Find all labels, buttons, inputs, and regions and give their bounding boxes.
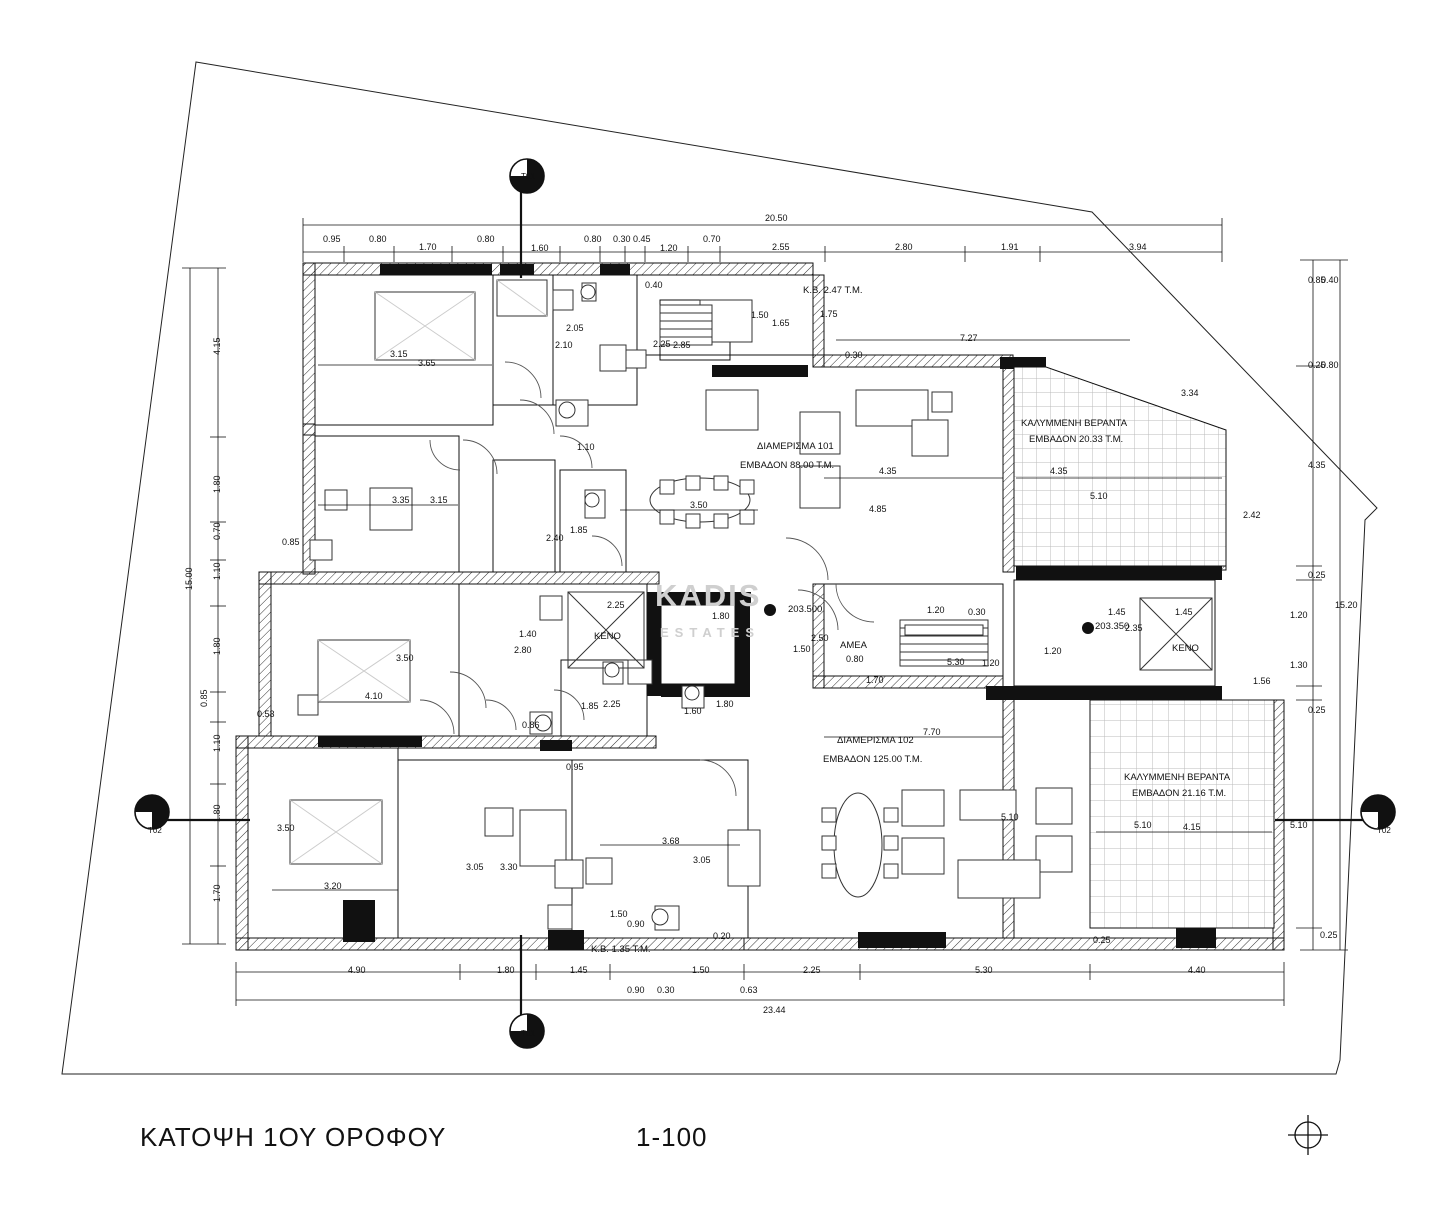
page-title: ΚΑΤΟΨΗ 1ΟΥ ΟΡΟΦΟΥ — [140, 1122, 447, 1152]
dim-inner-22: 4.10 — [365, 691, 383, 701]
section-mark-t02-right[interactable]: T02 — [1377, 826, 1391, 835]
dim-right-9: 0.25 — [1308, 705, 1326, 715]
dim-bottom-3: 1.50 — [692, 965, 710, 975]
dim-top-1: 0.95 — [323, 234, 341, 244]
dim-top-5: 1.60 — [531, 243, 549, 253]
stairwell-label-kv2: Κ.Β. 1.35 Τ.Μ. — [591, 944, 651, 955]
dim-right-1: 0.40 — [1321, 275, 1339, 285]
dim-right-0: 15.20 — [1335, 600, 1358, 610]
dim-inner-36: 1.50 — [610, 909, 628, 919]
dim-inner-27: 1.60 — [684, 706, 702, 716]
dim-inner-31: 3.20 — [324, 881, 342, 891]
dim-left-6: 0.85 — [199, 689, 209, 707]
dim-inner-20: 2.80 — [514, 645, 532, 655]
dim-inner-45: 1.20 — [927, 605, 945, 615]
apartment-101-area: ΕΜΒΑΔΟΝ 88.00 Τ.Μ. — [740, 460, 835, 471]
dim-bottom-6: 4.40 — [1188, 965, 1206, 975]
dim-inner-55: 0.40 — [645, 280, 663, 290]
veranda-1-title: ΚΑΛΥΜΜΕΝΗ ΒΕΡΑΝΤΑ — [1021, 418, 1128, 429]
section-mark-t01-top[interactable]: T01 — [521, 172, 535, 181]
veranda-2-area: ΕΜΒΑΔΟΝ 21.16 Τ.Μ. — [1132, 788, 1227, 799]
keno-label-2: KENO — [1172, 643, 1199, 654]
dim-right-6: 0.25 — [1308, 570, 1326, 580]
dim-inner-50: 1.45 — [1108, 607, 1126, 617]
dim-top-10: 0.70 — [703, 234, 721, 244]
dim-inner-30: 3.50 — [277, 823, 295, 833]
dim-inner-41: 1.50 — [793, 644, 811, 654]
apartment-101-title: ΔΙΑΜΕΡΙΣΜΑ 101 — [757, 441, 834, 452]
dim-top-4: 0.80 — [477, 234, 495, 244]
dim-right-14: 2.35 — [1125, 623, 1143, 633]
dim-inner-12: 4.35 — [879, 466, 897, 476]
stairwell-label-kv1: Κ.Β. 2.47 Τ.Μ. — [803, 285, 863, 296]
dim-bottom-0: 4.90 — [348, 965, 366, 975]
dim-top-0: 20.50 — [765, 213, 788, 223]
dim-bottom-7: 0.90 — [627, 985, 645, 995]
scale-label: 1-100 — [636, 1122, 708, 1152]
dim-inner-54: 5.10 — [1001, 812, 1019, 822]
dim-right-11: 0.25 — [1320, 930, 1338, 940]
dim-bottom-10: 23.44 — [763, 1005, 786, 1015]
dim-inner-40: 1.80 — [712, 611, 730, 621]
dim-right-12: 2.42 — [1243, 510, 1261, 520]
dim-inner-37: 0.90 — [627, 919, 645, 929]
section-mark-t01-bottom[interactable]: T01 — [521, 1029, 535, 1038]
dim-bottom-4: 2.25 — [803, 965, 821, 975]
dim-inner-23: 0.53 — [257, 709, 275, 719]
dim-inner-26: 2.25 — [603, 699, 621, 709]
dim-inner-21: 3.50 — [396, 653, 414, 663]
dim-right-10: 5.10 — [1290, 820, 1308, 830]
dim-left-7: 1.10 — [212, 734, 222, 752]
dim-left-3: 0.70 — [212, 522, 222, 540]
dim-inner-32: 3.05 — [466, 862, 484, 872]
dim-top-3: 1.70 — [419, 242, 437, 252]
dim-bottom-1: 1.80 — [497, 965, 515, 975]
dim-inner-57: 0.25 — [1093, 935, 1111, 945]
dim-left-1: 4.15 — [212, 337, 222, 355]
dim-inner-46: 0.30 — [968, 607, 986, 617]
dim-inner-0: 3.15 — [390, 349, 408, 359]
level-203350: 203.350 — [1095, 621, 1130, 632]
dim-inner-8: 0.85 — [282, 537, 300, 547]
dim-inner-5: 1.50 — [751, 310, 769, 320]
dim-inner-29: 0.95 — [566, 762, 584, 772]
dim-inner-28: 1.80 — [716, 699, 734, 709]
dim-right-4: 0.25 — [1308, 360, 1326, 370]
dim-top-6: 0.80 — [584, 234, 602, 244]
dim-right-17: 2.85 — [673, 340, 691, 350]
section-mark-t02-left[interactable]: T02 — [148, 826, 162, 835]
dim-bottom-9: 0.63 — [740, 985, 758, 995]
dim-bottom-2: 1.45 — [570, 965, 588, 975]
dim-inner-6: 3.35 — [392, 495, 410, 505]
dim-right-16: 1.65 — [772, 318, 790, 328]
dim-inner-43: 0.80 — [846, 654, 864, 664]
dim-inner-4: 2.25 — [653, 339, 671, 349]
dim-inner-49: 1.20 — [1044, 646, 1062, 656]
dim-inner-44: 1.70 — [866, 675, 884, 685]
watermark-primary: KADIS — [655, 578, 762, 613]
dim-inner-42: 2.50 — [811, 633, 829, 643]
dim-inner-11: 3.50 — [690, 500, 708, 510]
dim-inner-52: 1.56 — [1253, 676, 1271, 686]
dim-inner-10: 1.85 — [570, 525, 588, 535]
apartment-102-area: ΕΜΒΑΔΟΝ 125.00 Τ.Μ. — [823, 754, 923, 765]
dim-right-5: 4.35 — [1308, 460, 1326, 470]
dim-bottom-5: 5.30 — [975, 965, 993, 975]
dim-top-14: 3.94 — [1129, 242, 1147, 252]
watermark-secondary: ESTATES — [660, 625, 761, 640]
dim-inner-18: 2.25 — [607, 600, 625, 610]
dim-right-3: 0.80 — [1321, 360, 1339, 370]
apartment-102-title: ΔΙΑΜΕΡΙΣΜΑ 102 — [837, 735, 914, 746]
dim-top-13: 1.91 — [1001, 242, 1019, 252]
keno-label-1: KENO — [594, 631, 621, 642]
dim-right-7: 1.20 — [1290, 610, 1308, 620]
dim-inner-51: 1.45 — [1175, 607, 1193, 617]
dim-inner-25: 1.85 — [581, 701, 599, 711]
veranda-1-area: ΕΜΒΑΔΟΝ 20.33 Τ.Μ. — [1029, 434, 1124, 445]
dim-top-7: 0.30 — [613, 234, 631, 244]
dim-inner-39: 7.70 — [923, 727, 941, 737]
dim-inner-1: 3.65 — [418, 358, 436, 368]
dim-right-13: 3.34 — [1181, 388, 1199, 398]
dim-left-9: 1.70 — [212, 884, 222, 902]
veranda-2-title: ΚΑΛΥΜΜΕΝΗ ΒΕΡΑΝΤΑ — [1124, 772, 1231, 783]
dim-left-8: 1.80 — [212, 804, 222, 822]
dim-inner-15: 5.10 — [1090, 491, 1108, 501]
dim-right-15: 5.10 — [1134, 820, 1152, 830]
dim-inner-56: 1.75 — [820, 309, 838, 319]
dim-inner-34: 3.68 — [662, 836, 680, 846]
dim-inner-13: 4.85 — [869, 504, 887, 514]
dim-inner-47: 5.30 — [947, 657, 965, 667]
dim-inner-3: 2.10 — [555, 340, 573, 350]
dim-bottom-8: 0.30 — [657, 985, 675, 995]
dim-inner-33: 3.30 — [500, 862, 518, 872]
dim-inner-9: 2.40 — [546, 533, 564, 543]
dim-top-2: 0.80 — [369, 234, 387, 244]
level-203500: 203.500 — [788, 604, 823, 615]
dim-right-2: 0.85 — [1308, 275, 1326, 285]
dim-inner-2: 2.05 — [566, 323, 584, 333]
amea-label: AMEA — [840, 640, 867, 651]
dim-left-5: 1.80 — [212, 637, 222, 655]
dim-inner-53: 4.15 — [1183, 822, 1201, 832]
dim-top-11: 2.55 — [772, 242, 790, 252]
dim-inner-16: 7.27 — [960, 333, 978, 343]
dim-inner-14: 4.35 — [1050, 466, 1068, 476]
dim-inner-48: 1.20 — [982, 658, 1000, 668]
dim-inner-35: 3.05 — [693, 855, 711, 865]
dim-left-4: 1.10 — [212, 562, 222, 580]
dim-left-0: 15.00 — [184, 567, 194, 590]
dim-inner-17: 0.30 — [845, 350, 863, 360]
dim-left-2: 1.80 — [212, 475, 222, 493]
dim-inner-19: 1.40 — [519, 629, 537, 639]
dim-inner-7: 3.15 — [430, 495, 448, 505]
dim-top-8: 0.45 — [633, 234, 651, 244]
dim-top-12: 2.80 — [895, 242, 913, 252]
dim-right-8: 1.30 — [1290, 660, 1308, 670]
dim-inner-38: 0.20 — [713, 931, 731, 941]
dim-inner-24: 0.86 — [522, 720, 540, 730]
dim-right-18: 1.10 — [577, 442, 595, 452]
dim-top-9: 1.20 — [660, 243, 678, 253]
